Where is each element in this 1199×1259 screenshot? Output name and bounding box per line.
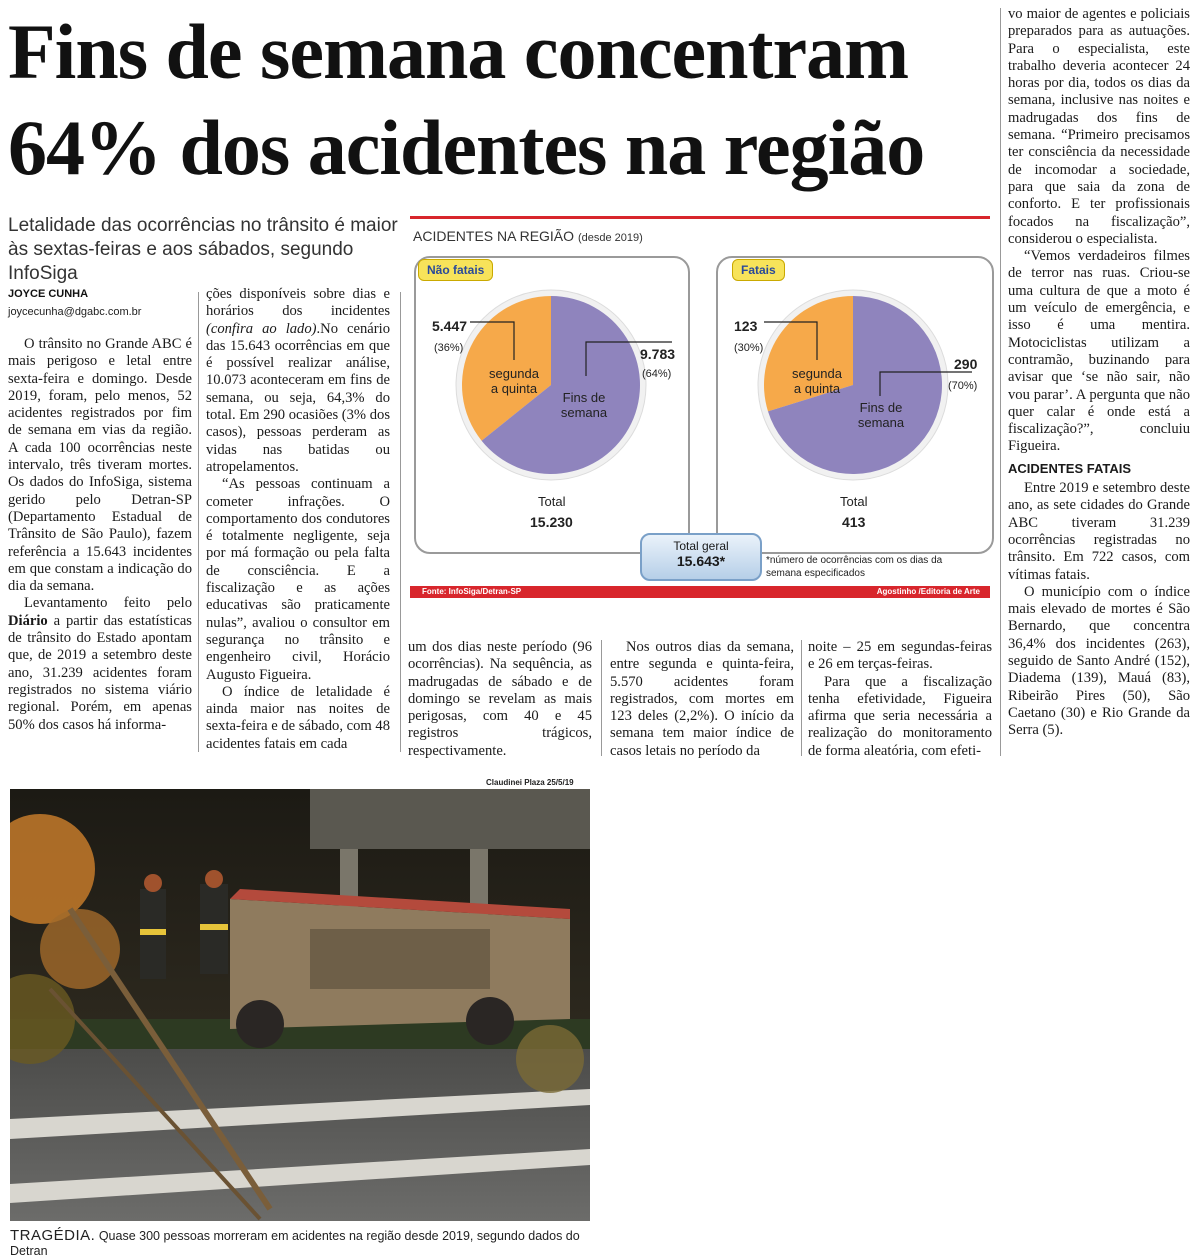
paragraph: O município com o índice mais elevado de mortes é São Bernardo, que concentra 36,4% dos incidentes (263), seguido de Santo André (152), Diadema (139), Mauá (83), Ribeirão Pires (50), São Caetano (30) e Rio Grande da Serra (5). xyxy=(1008,583,1190,739)
paragraph: noite – 25 em segundas-feiras e 26 em terças-feiras. xyxy=(808,639,992,673)
paragraph: Levantamento feito pelo Diário a partir das estatísticas de trânsito do Estado apontam que, de 2019 a setembro deste ano, 31.239 acidentes foram registrados no sistema viário regional. Porém, em apenas 50% dos casos há informa- xyxy=(8,595,192,733)
column-divider xyxy=(1000,8,1001,756)
pie-b-weekday-pct: (30%) xyxy=(734,342,764,354)
paragraph: ções disponíveis sobre dias e horários dos incidentes (confira ao lado).No cenário das 15.643 ocorrências em que é possível realizar análise, 10.073 aconteceram em fins de semana, ou seja, 64,3% do total. Em 290 ocasiões (3% dos casos), pessoas perderam as vidas nas batidas ou atropelamentos. xyxy=(206,286,391,475)
total-geral-box xyxy=(640,533,762,581)
pie-b-weekend-pct: (70%) xyxy=(948,380,978,392)
paragraph: O trânsito no Grande ABC é mais perigoso e letal entre sexta-feira e domingo. Desde 2019, foram, pelo menos, 52 acidentes registrados por fim de semana em vias da região. A cada 100 ocorrências neste intervalo, três tiveram mortes. Os dados do InfoSiga, sistema gerido pelo Detran-SP (Departamento Estadual de Trânsito de São Paulo), fazem referência a 15.643 incidentes em que constam a indicação do dia da semana. xyxy=(8,336,192,595)
pie-b-weekday-value: 123 xyxy=(734,318,758,334)
column-divider xyxy=(601,640,602,756)
column-divider xyxy=(400,292,401,752)
chart-source: Fonte: InfoSiga/Detran-SP xyxy=(422,587,522,596)
headline xyxy=(8,4,998,196)
pie-a-weekday-pct: (36%) xyxy=(434,342,464,354)
column-3 xyxy=(408,639,592,760)
chart-title: ACIDENTES NA REGIÃO (desde 2019) xyxy=(413,228,643,244)
pie-a-weekend-value: 9.783 xyxy=(640,346,676,362)
column-5 xyxy=(808,639,992,760)
chart-tag-nao-fatais: Não fatais xyxy=(418,259,493,281)
column-2 xyxy=(206,286,390,753)
paragraph: vo maior de agentes e policiais preparados para as autuações. Para o especialista, este trabalho deveria acontecer 24 horas por dia, todos os dias da semana, inclusive nas noites e madrugadas dos fins de semana. “Primeiro precisamos ter consciência da necessidade de incomodar a sociedade, para que saia da zona de conforto. E ter profissionais focados na fiscalização”, considerou o especialista. xyxy=(1008,6,1190,247)
photo-caption: TRAGÉDIA. Quase 300 pessoas morreram em acidentes na região desde 2019, segundo dados do Detran xyxy=(10,1227,580,1258)
subhead: Letalidade das ocorrências no trânsito é maior às sextas-feiras e aos sábados, segundo InfoSiga xyxy=(8,215,398,284)
column-6 xyxy=(1008,6,1190,739)
paragraph: Nos outros dias da semana, entre segunda e quinta-feira, 5.570 acidentes foram registrados, com mortes em 123 deles (2,2%). O início da semana tem maior índice de casos letais no período da xyxy=(610,639,794,759)
chart-top-rule xyxy=(410,216,990,219)
paragraph: “Vemos verdadeiros filmes de terror nas ruas. Criou-se uma cultura de que a moto é um veículo de emergência, e isso é uma mentira. Motociclistas utilizam a contramão, buzinando para avisar que ‘se não sair, não vou parar’. A pergunta que não quer calar é onde está a fiscalização?”, concluiu Figueira. xyxy=(1008,248,1190,455)
overturned-car-illustration xyxy=(10,789,590,1221)
photo-credit: Claudinei Plaza 25/5/19 xyxy=(486,778,574,787)
total-geral-label: Total geral xyxy=(673,539,729,553)
column-divider xyxy=(801,640,802,756)
pie-a-weekend-pct: (64%) xyxy=(642,368,672,380)
pie-a-total-label: Total xyxy=(538,494,566,509)
byline: JOYCE CUNHA xyxy=(8,288,89,300)
pie-fatais xyxy=(758,290,948,480)
total-geral-value: 15.643* xyxy=(676,553,726,569)
chart-source-bar xyxy=(410,586,990,598)
paragraph: “As pessoas continuam a cometer infrações. O comportamento dos condutores é totalmente negligente, seja por má formação ou pela falta de consciência. E a fiscalização e as ações educativas são praticamente nulas”, avaliou o consultor em segurança no trânsito e engenheiro civil, Horácio Augusto Figueira. xyxy=(206,476,390,683)
column-1 xyxy=(8,336,192,734)
pie-a-weekday-value: 5.447 xyxy=(432,318,468,334)
paragraph: um dos dias neste período (96 ocorrências). Na sequência, as madrugadas de sábado e de domingo se revelam as mais perigosas, com 40 e 45 registros trágicos, respectivamente. xyxy=(408,639,592,759)
pie-nao-fatais xyxy=(456,290,646,480)
accident-photo xyxy=(10,789,590,1221)
pie-a-weekday-name: segunda a quinta xyxy=(489,366,539,396)
pie-b-weekend-value: 290 xyxy=(954,356,978,372)
chart-tag-fatais: Fatais xyxy=(732,259,785,281)
pie-b-total: 413 xyxy=(842,514,866,530)
chart-footnote: *número de ocorrências com os dias da semana especificados xyxy=(766,555,943,579)
pie-b-weekday-name: segunda a quinta xyxy=(792,366,842,396)
headline-line-1: Fins de semana concentram xyxy=(8,8,909,95)
section-heading: ACIDENTES FATAIS xyxy=(1008,460,1132,476)
column-divider xyxy=(198,292,199,752)
paragraph: O índice de letalidade é ainda maior nas noites de sexta-feira e de sábado, com 48 acidentes fatais em cada xyxy=(206,683,390,752)
paragraph: Para que a fiscalização tenha efetividade, Figueira afirma que seria necessária a realização do monitoramento de forma aleatória, com efeti- xyxy=(808,673,992,759)
pie-a-total: 15.230 xyxy=(530,514,573,530)
pie-b-weekend-name: Fins de semana xyxy=(857,400,905,430)
column-4 xyxy=(610,639,794,760)
chart-author: Agostinho /Editoria de Arte xyxy=(876,587,980,596)
author-email[interactable]: joycecunha@dgabc.com.br xyxy=(8,306,142,318)
headline-line-2: 64% dos acidentes na região xyxy=(8,104,925,191)
pie-a-weekend-name: Fins de semana xyxy=(560,390,608,420)
pie-b-total-label: Total xyxy=(840,494,868,509)
paragraph: Entre 2019 e setembro deste ano, as sete cidades do Grande ABC tiveram 31.239 ocorrências registradas no trânsito. Em 722 casos, com vítimas fatais. xyxy=(1008,480,1190,583)
